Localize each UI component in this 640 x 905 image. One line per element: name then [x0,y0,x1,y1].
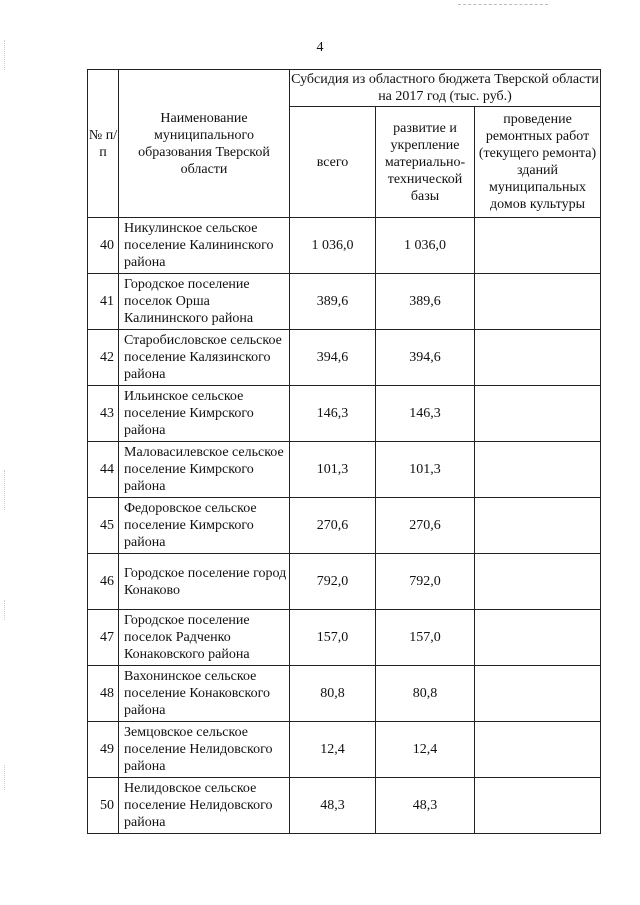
row-development: 48,3 [376,778,475,834]
table-row [88,386,601,442]
scan-artifact-margin [4,470,6,510]
table-row [88,218,601,274]
header-row-top [88,70,601,107]
row-number: 47 [88,610,119,666]
row-development: 80,8 [376,666,475,722]
row-name: Городское поселение поселок Орша Калининского района [119,274,290,330]
row-number: 40 [88,218,119,274]
row-number: 48 [88,666,119,722]
table-row [88,666,601,722]
row-repair [475,498,601,554]
row-name: Вахонинское сельское поселение Конаковского района [119,666,290,722]
row-name: Маловасилевское сельское поселение Кимрского района [119,442,290,498]
header-name: Наименование муниципального образования Тверской области [119,70,290,218]
row-total: 80,8 [290,666,376,722]
row-development: 792,0 [376,554,475,610]
row-development: 389,6 [376,274,475,330]
row-total: 146,3 [290,386,376,442]
row-repair [475,778,601,834]
row-total: 157,0 [290,610,376,666]
row-development: 394,6 [376,330,475,386]
row-development: 146,3 [376,386,475,442]
row-repair [475,274,601,330]
page-number: 4 [316,40,324,55]
row-total: 792,0 [290,554,376,610]
row-development: 101,3 [376,442,475,498]
row-total: 270,6 [290,498,376,554]
scan-artifact-margin [4,765,6,790]
row-name: Федоровское сельское поселение Кимрского района [119,498,290,554]
scan-artifact-margin [4,600,6,620]
row-repair [475,442,601,498]
row-total: 389,6 [290,274,376,330]
row-repair [475,722,601,778]
row-repair [475,386,601,442]
scan-artifact-top [458,4,548,7]
table-row [88,722,601,778]
header-development: развитие и укрепление материально-технической базы [376,107,475,218]
row-repair [475,554,601,610]
row-number: 50 [88,778,119,834]
row-repair [475,330,601,386]
row-development: 12,4 [376,722,475,778]
header-total: всего [290,107,376,218]
row-number: 43 [88,386,119,442]
row-name: Земцовское сельское поселение Нелидовского района [119,722,290,778]
row-total: 101,3 [290,442,376,498]
row-total: 1 036,0 [290,218,376,274]
subsidy-table [87,69,601,834]
row-number: 49 [88,722,119,778]
table-row [88,274,601,330]
row-repair [475,610,601,666]
row-repair [475,218,601,274]
table-row [88,442,601,498]
table-row [88,610,601,666]
header-repair: проведение ремонтных работ (текущего ремонта) зданий муниципальных домов культуры [475,107,601,218]
row-development: 270,6 [376,498,475,554]
row-number: 41 [88,274,119,330]
row-name: Городское поселение город Конаково [119,554,290,610]
row-total: 12,4 [290,722,376,778]
header-num: № п/п [88,70,119,218]
row-name: Никулинское сельское поселение Калининского района [119,218,290,274]
table-row [88,330,601,386]
row-development: 157,0 [376,610,475,666]
row-name: Старобисловское сельское поселение Калязинского района [119,330,290,386]
row-total: 394,6 [290,330,376,386]
row-number: 46 [88,554,119,610]
table-row [88,554,601,610]
row-number: 42 [88,330,119,386]
row-number: 45 [88,498,119,554]
header-subsidy-group: Субсидия из областного бюджета Тверской области на 2017 год (тыс. руб.) [290,70,601,107]
row-development: 1 036,0 [376,218,475,274]
row-repair [475,666,601,722]
table-row [88,778,601,834]
row-total: 48,3 [290,778,376,834]
row-name: Городское поселение поселок Радченко Конаковского района [119,610,290,666]
row-number: 44 [88,442,119,498]
row-name: Ильинское сельское поселение Кимрского района [119,386,290,442]
row-name: Нелидовское сельское поселение Нелидовского района [119,778,290,834]
table-row [88,498,601,554]
